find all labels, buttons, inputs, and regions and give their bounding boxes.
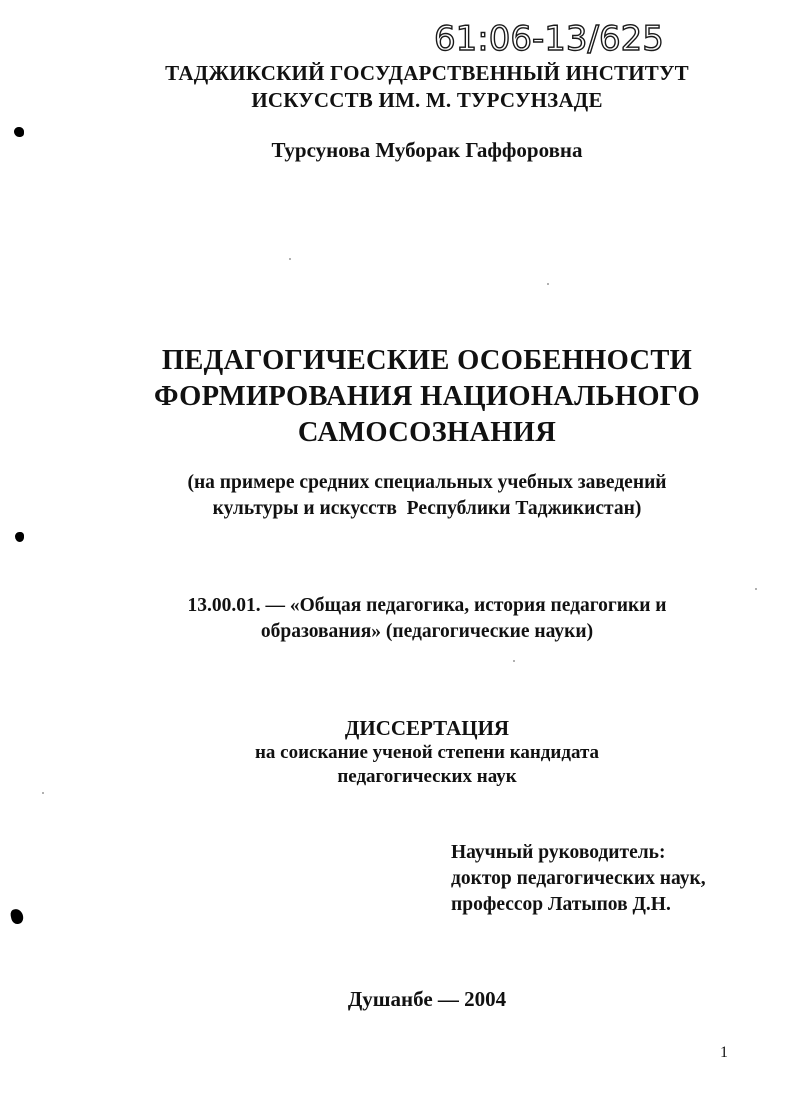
- institute-name: [30, 60, 794, 114]
- specialty-code: [30, 593, 794, 645]
- page-number: 1: [720, 1044, 728, 1061]
- supervisor-degree: доктор педагогических наук,: [451, 868, 706, 889]
- dissertation-title: [30, 343, 794, 451]
- scan-speck: [547, 283, 549, 285]
- institute-line-2: ИСКУССТВ ИМ. М. ТУРСУНЗАДЕ: [251, 88, 603, 112]
- dissertation-heading: ДИССЕРТАЦИЯ: [344, 716, 510, 740]
- binder-mark-top: [14, 127, 24, 137]
- scan-speck: [289, 258, 291, 260]
- title-line-1: ПЕДАГОГИЧЕСКИЕ ОСОБЕННОСТИ: [161, 345, 693, 376]
- title-line-2: ФОРМИРОВАНИЯ НАЦИОНАЛЬНОГО: [154, 381, 700, 412]
- binder-mark-bottom: [10, 908, 25, 925]
- title-line-3: САМОСОЗНАНИЯ: [297, 417, 557, 448]
- specialty-line-2: образования» (педагогические науки): [260, 621, 594, 642]
- institute-line-1: ТАДЖИКСКИЙ ГОСУДАРСТВЕННЫЙ ИНСТИТУТ: [165, 61, 689, 85]
- city-year: Душанбе — 2004: [347, 987, 507, 1011]
- binder-mark-middle: [15, 532, 24, 542]
- degree-line-1: на соискание ученой степени кандидата: [254, 742, 600, 763]
- specialty-line-1: 13.00.01. — «Общая педагогика, история педагогики и: [187, 595, 667, 616]
- handwritten-archive-number: [430, 14, 690, 58]
- scan-speck: [513, 660, 515, 662]
- subtitle-line-1: (на примере средних специальных учебных заведений: [187, 472, 667, 493]
- supervisor-label: Научный руководитель:: [451, 842, 666, 863]
- dissertation-degree: [30, 741, 794, 789]
- dissertation-subtitle: [30, 470, 794, 522]
- scan-speck: [42, 792, 44, 794]
- handwritten-note-text: 61:06-13/625: [434, 19, 664, 58]
- author-name: Турсунова Муборак Гаффоровна: [271, 138, 583, 162]
- degree-line-2: педагогических наук: [337, 766, 517, 787]
- supervisor-block: [451, 840, 706, 918]
- scan-speck: [755, 588, 757, 590]
- supervisor-name: профессор Латыпов Д.Н.: [451, 894, 671, 915]
- subtitle-line-2: культуры и искусств Республики Таджикистан): [212, 498, 642, 519]
